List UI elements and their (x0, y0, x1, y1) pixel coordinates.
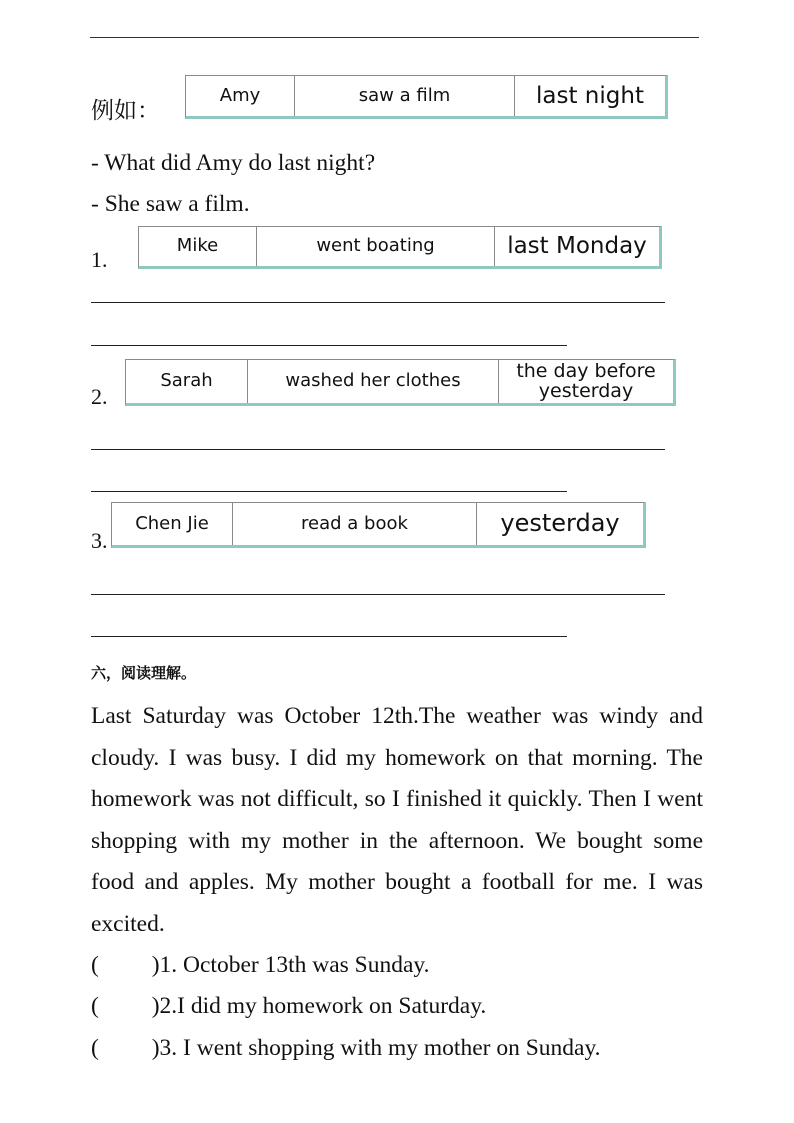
answer-bracket[interactable]: ( ) (91, 952, 160, 978)
answer-line (91, 636, 567, 637)
question-2 (91, 993, 486, 1020)
reading-passage (91, 696, 703, 945)
item-1-number: 1. (91, 247, 108, 272)
question-text: 1. October 13th was Sunday. (159, 952, 430, 978)
example-question: - What did Amy do last night? (91, 150, 376, 176)
example-table (185, 75, 668, 119)
question-3 (91, 1035, 601, 1062)
question-1 (91, 952, 430, 979)
item-1-activity-cell: went boating (256, 227, 494, 266)
item-3-table (111, 502, 646, 548)
answer-line (91, 594, 665, 595)
item-2-number: 2. (91, 384, 108, 409)
answer-line (91, 302, 665, 303)
answer-bracket[interactable]: ( ) (91, 1035, 160, 1061)
example-activity-cell: saw a film (294, 76, 514, 116)
example-time-cell: last night (514, 76, 665, 116)
example-name-cell: Amy (219, 84, 261, 106)
item-2-activity-cell: washed her clothes (247, 360, 498, 403)
answer-line (91, 345, 567, 346)
item-2-table (125, 359, 676, 406)
answer-line (91, 449, 665, 450)
example-answer: - She saw a film. (91, 191, 250, 217)
question-text: 2.I did my homework on Saturday. (159, 993, 487, 1019)
question-text: 3. I went shopping with my mother on Sunday. (159, 1035, 601, 1061)
answer-bracket[interactable]: ( ) (91, 993, 160, 1019)
item-2-name-cell: Sarah (160, 370, 213, 392)
item-1-name-cell: Mike (176, 235, 219, 257)
item-2-time-cell: the day before yesterday (498, 360, 673, 403)
passage-text: Last Saturday was October 12th.The weather was windy and cloudy. I was busy. I did my homework on that morning. The homework was not difficult, so I finished it quickly. Then I went shopping with my mother in the afternoon. We bought some food and apples. My mother bought a football for me. I was excited. (91, 703, 703, 937)
item-3-name-cell: Chen Jie (135, 512, 209, 534)
item-1-table (138, 226, 662, 269)
header-rule (90, 37, 699, 38)
item-1-time-cell: last Monday (494, 227, 659, 266)
item-3-number: 3. (91, 528, 108, 553)
section-title: 六，阅读理解。 (91, 664, 197, 682)
item-3-time-cell: yesterday (476, 503, 643, 545)
answer-line (91, 491, 567, 492)
item-3-activity-cell: read a book (232, 503, 476, 545)
example-label: 例如： (91, 98, 160, 123)
